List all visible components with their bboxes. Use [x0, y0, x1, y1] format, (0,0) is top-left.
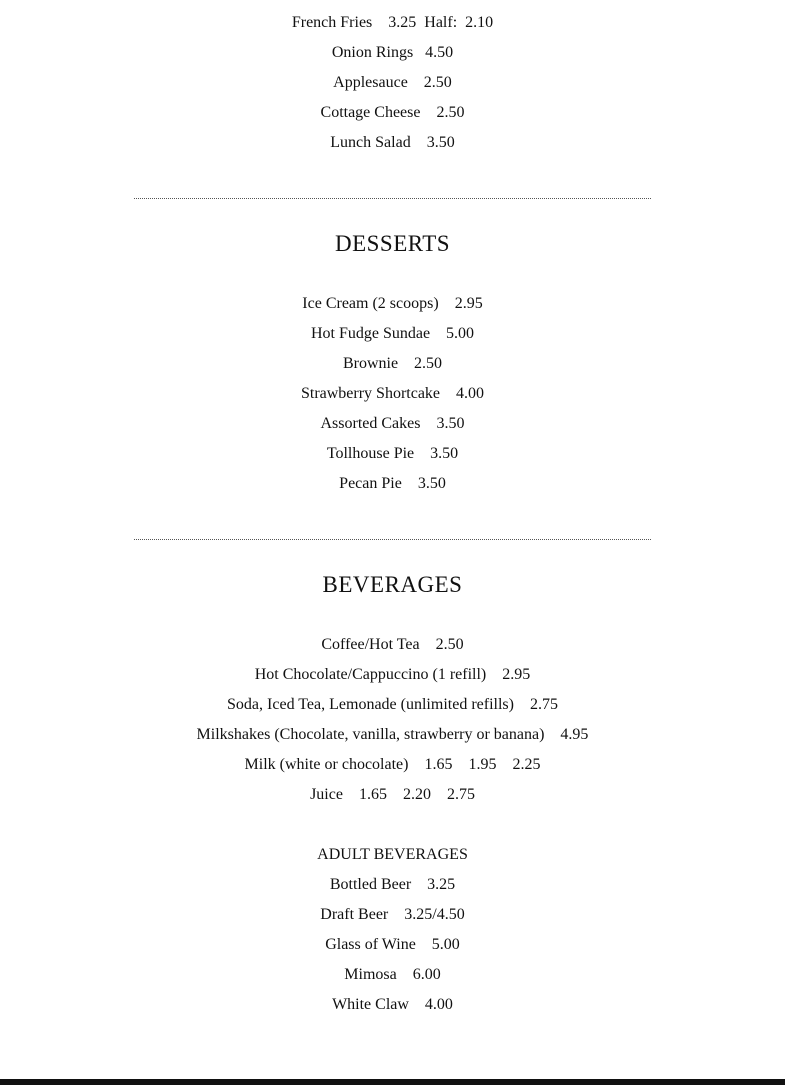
- menu-item-bottled-beer: Bottled Beer 3.25: [329, 876, 456, 893]
- menu-item-hot-chocolate: Hot Chocolate/Cappuccino (1 refill) 2.95: [254, 666, 531, 683]
- menu-item-applesauce: Applesauce 2.50: [333, 74, 452, 91]
- beverages-heading: BEVERAGES: [322, 572, 463, 597]
- menu-item-milk: Milk (white or chocolate) 1.65 1.95 2.25: [244, 756, 541, 773]
- menu-item-juice: Juice 1.65 2.20 2.75: [310, 786, 475, 803]
- menu-item-soda: Soda, Iced Tea, Lemonade (unlimited refills) 2.75: [227, 696, 558, 713]
- menu-item-tollhouse-pie: Tollhouse Pie 3.50: [326, 445, 459, 462]
- menu-item-cottage-cheese: Cottage Cheese 2.50: [320, 104, 465, 121]
- menu-item-mimosa: Mimosa 6.00: [344, 966, 441, 983]
- section-divider: [134, 539, 651, 540]
- menu-item-assorted-cakes: Assorted Cakes 3.50: [320, 415, 465, 432]
- menu-item-strawberry-shortcake: Strawberry Shortcake 4.00: [300, 385, 485, 402]
- menu-item-hot-fudge-sundae: Hot Fudge Sundae 5.00: [310, 325, 475, 342]
- adult-beverages-heading: ADULT BEVERAGES: [317, 846, 468, 863]
- desserts-heading: DESSERTS: [334, 231, 451, 256]
- menu-item-pecan-pie: Pecan Pie 3.50: [339, 475, 446, 492]
- menu-item-ice-cream: Ice Cream (2 scoops) 2.95: [302, 295, 483, 312]
- menu-item-french-fries: French Fries 3.25 Half: 2.10: [291, 14, 494, 31]
- menu-item-onion-rings: Onion Rings 4.50: [331, 44, 454, 61]
- menu-item-white-claw: White Claw 4.00: [332, 996, 453, 1013]
- menu-item-brownie: Brownie 2.50: [342, 355, 443, 372]
- menu-item-glass-of-wine: Glass of Wine 5.00: [325, 936, 460, 953]
- menu-item-draft-beer: Draft Beer 3.25/4.50: [320, 906, 465, 923]
- menu-item-milkshakes: Milkshakes (Chocolate, vanilla, strawberry or banana) 4.95: [196, 726, 589, 743]
- menu-item-coffee-hot-tea: Coffee/Hot Tea 2.50: [321, 636, 464, 653]
- section-divider: [134, 198, 651, 199]
- page-bottom-bar: [0, 1079, 785, 1085]
- menu-item-lunch-salad: Lunch Salad 3.50: [330, 134, 455, 151]
